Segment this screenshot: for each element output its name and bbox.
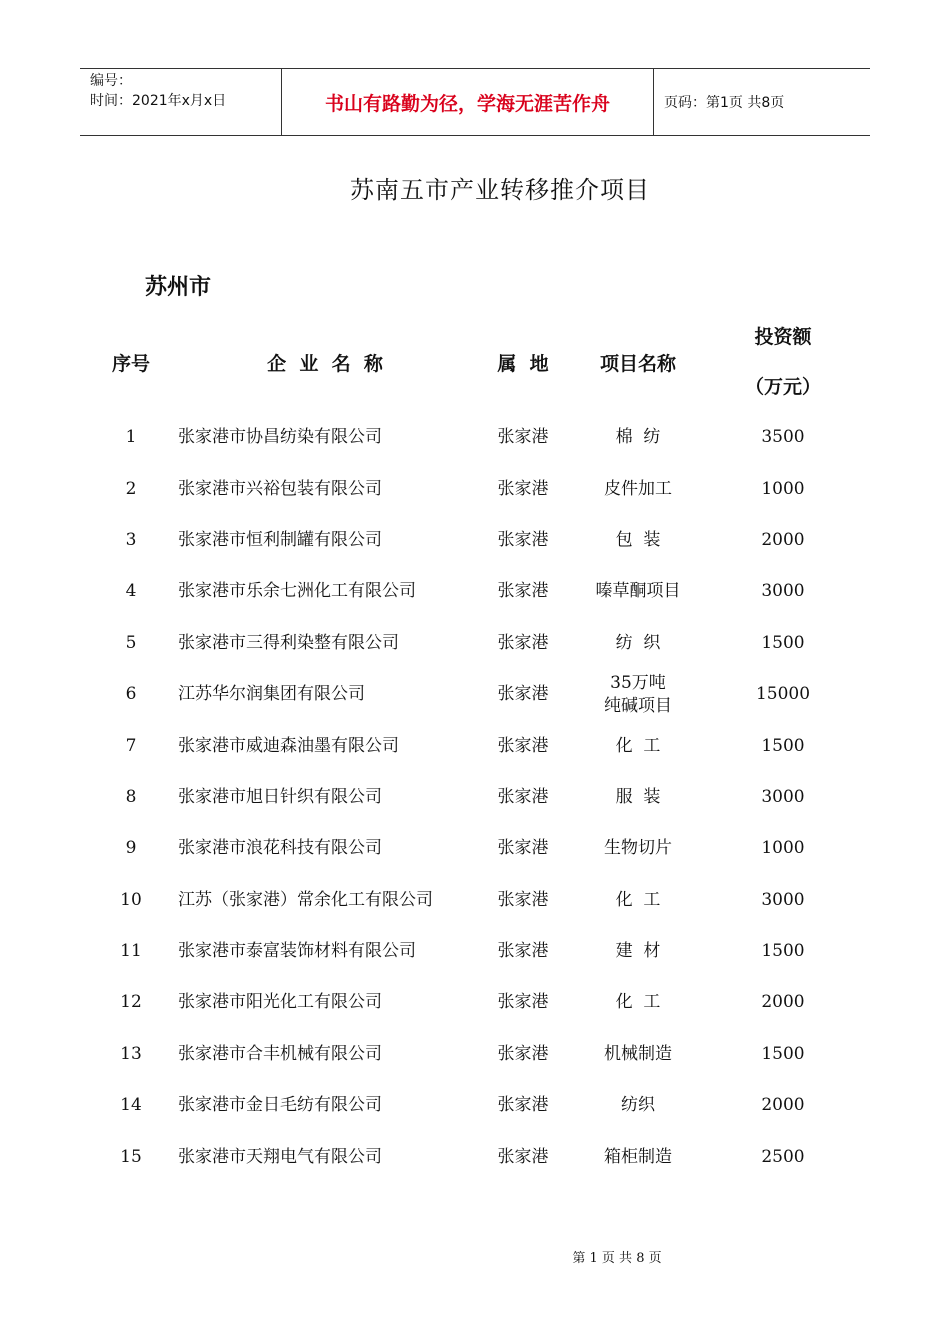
row-location: 张家港 bbox=[497, 838, 549, 859]
row-location: 张家港 bbox=[497, 735, 549, 756]
section-heading: 苏州市 bbox=[145, 275, 212, 300]
header-company: 企 业 名 称 bbox=[267, 352, 383, 375]
row-project: 建 材 bbox=[615, 941, 661, 962]
row-no: 2 bbox=[125, 478, 137, 499]
row-no: 7 bbox=[125, 735, 137, 756]
row-amount: 2000 bbox=[761, 1095, 805, 1116]
row-company: 张家港市浪花科技有限公司 bbox=[178, 838, 382, 859]
row-company: 张家港市威迪森油墨有限公司 bbox=[178, 735, 399, 756]
header-location: 属 地 bbox=[497, 352, 549, 375]
row-location: 张家港 bbox=[497, 786, 549, 807]
page-footer: 第 1 页 共 8 页 bbox=[572, 1251, 662, 1266]
row-location: 张家港 bbox=[497, 1146, 549, 1167]
header-project: 项目名称 bbox=[599, 352, 676, 375]
row-project: 35万吨 纯碱项目 bbox=[604, 672, 672, 716]
row-project: 机械制造 bbox=[604, 1043, 672, 1064]
table-header-row bbox=[90, 312, 858, 412]
row-project: 化 工 bbox=[615, 735, 661, 756]
page-header bbox=[80, 68, 870, 136]
row-amount: 3500 bbox=[761, 427, 805, 448]
document-title: 苏南五市产业转移推介项目 bbox=[350, 176, 650, 204]
row-no: 6 bbox=[125, 684, 137, 705]
table-body bbox=[90, 412, 858, 1183]
row-no: 11 bbox=[120, 941, 142, 962]
row-company: 江苏华尔润集团有限公司 bbox=[178, 684, 365, 705]
row-company: 张家港市乐余七洲化工有限公司 bbox=[178, 581, 416, 602]
row-project: 棉 纺 bbox=[615, 427, 661, 448]
header-page-info: 页码：第1页 共8页 bbox=[664, 95, 785, 111]
row-no: 4 bbox=[125, 581, 137, 602]
table-row bbox=[90, 669, 858, 720]
row-project: 纺 织 bbox=[615, 632, 661, 653]
row-company: 张家港市三得利染整有限公司 bbox=[178, 632, 399, 653]
row-amount: 3000 bbox=[761, 581, 805, 602]
row-project: 纺织 bbox=[621, 1095, 655, 1116]
table-row bbox=[90, 1080, 858, 1131]
row-no: 10 bbox=[120, 889, 142, 910]
row-project: 化 工 bbox=[615, 992, 661, 1013]
row-project: 生物切片 bbox=[604, 838, 672, 859]
row-no: 5 bbox=[125, 632, 137, 653]
row-no: 3 bbox=[125, 529, 137, 550]
row-amount: 15000 bbox=[755, 684, 811, 705]
row-company: 张家港市天翔电气有限公司 bbox=[178, 1146, 382, 1167]
row-project: 化 工 bbox=[615, 889, 661, 910]
project-table bbox=[90, 312, 858, 1183]
row-project: 服 装 bbox=[615, 786, 661, 807]
row-company: 江苏（张家港）常余化工有限公司 bbox=[178, 889, 433, 910]
row-amount: 1500 bbox=[761, 1043, 805, 1064]
row-project: 包 装 bbox=[615, 529, 661, 550]
row-company: 张家港市泰富装饰材料有限公司 bbox=[178, 941, 416, 962]
row-location: 张家港 bbox=[497, 889, 549, 910]
row-location: 张家港 bbox=[497, 1043, 549, 1064]
table-row bbox=[90, 823, 858, 874]
header-motto: 书山有路勤为径，学海无涯苦作舟 bbox=[282, 69, 654, 135]
table-row bbox=[90, 1029, 858, 1080]
row-company: 张家港市合丰机械有限公司 bbox=[178, 1043, 382, 1064]
row-company: 张家港市旭日针织有限公司 bbox=[178, 786, 382, 807]
row-amount: 2000 bbox=[761, 992, 805, 1013]
row-location: 张家港 bbox=[497, 581, 549, 602]
table-row bbox=[90, 618, 858, 669]
row-location: 张家港 bbox=[497, 427, 549, 448]
header-investment-line1: 投资额 bbox=[754, 326, 812, 348]
row-company: 张家港市金日毛纺有限公司 bbox=[178, 1095, 382, 1116]
row-project: 嗪草酮项目 bbox=[595, 581, 681, 602]
header-investment bbox=[708, 312, 858, 412]
table-row bbox=[90, 566, 858, 617]
row-location: 张家港 bbox=[497, 941, 549, 962]
table-row bbox=[90, 1131, 858, 1182]
row-location: 张家港 bbox=[497, 992, 549, 1013]
row-location: 张家港 bbox=[497, 684, 549, 705]
row-location: 张家港 bbox=[497, 529, 549, 550]
row-amount: 1500 bbox=[761, 941, 805, 962]
row-location: 张家港 bbox=[497, 478, 549, 499]
row-no: 15 bbox=[120, 1146, 142, 1167]
row-project: 箱柜制造 bbox=[604, 1146, 672, 1167]
table-row bbox=[90, 926, 858, 977]
row-location: 张家港 bbox=[497, 632, 549, 653]
table-row bbox=[90, 772, 858, 823]
row-no: 14 bbox=[120, 1095, 142, 1116]
table-row bbox=[90, 977, 858, 1028]
row-no: 1 bbox=[125, 427, 137, 448]
row-amount: 2000 bbox=[761, 529, 805, 550]
row-no: 12 bbox=[120, 992, 142, 1013]
row-amount: 1000 bbox=[761, 838, 805, 859]
time-label: 时间：2021年x月x日 bbox=[90, 93, 227, 109]
serial-label: 编号： bbox=[90, 73, 132, 89]
row-project: 皮件加工 bbox=[604, 478, 672, 499]
row-no: 13 bbox=[120, 1043, 142, 1064]
row-no: 8 bbox=[125, 786, 137, 807]
row-amount: 1500 bbox=[761, 632, 805, 653]
row-location: 张家港 bbox=[497, 1095, 549, 1116]
row-company: 张家港市协昌纺染有限公司 bbox=[178, 427, 382, 448]
row-amount: 3000 bbox=[761, 889, 805, 910]
row-amount: 1500 bbox=[761, 735, 805, 756]
table-row bbox=[90, 515, 858, 566]
row-no: 9 bbox=[125, 838, 137, 859]
row-amount: 1000 bbox=[761, 478, 805, 499]
table-row bbox=[90, 412, 858, 463]
row-company: 张家港市兴裕包装有限公司 bbox=[178, 478, 382, 499]
header-meta bbox=[80, 69, 282, 135]
table-row bbox=[90, 463, 858, 514]
table-row bbox=[90, 720, 858, 771]
table-row bbox=[90, 875, 858, 926]
row-company: 张家港市恒利制罐有限公司 bbox=[178, 529, 382, 550]
header-no: 序号 bbox=[111, 352, 150, 375]
row-amount: 2500 bbox=[761, 1146, 805, 1167]
row-amount: 3000 bbox=[761, 786, 805, 807]
row-company: 张家港市阳光化工有限公司 bbox=[178, 992, 382, 1013]
header-investment-line2: （万元） bbox=[744, 376, 821, 398]
